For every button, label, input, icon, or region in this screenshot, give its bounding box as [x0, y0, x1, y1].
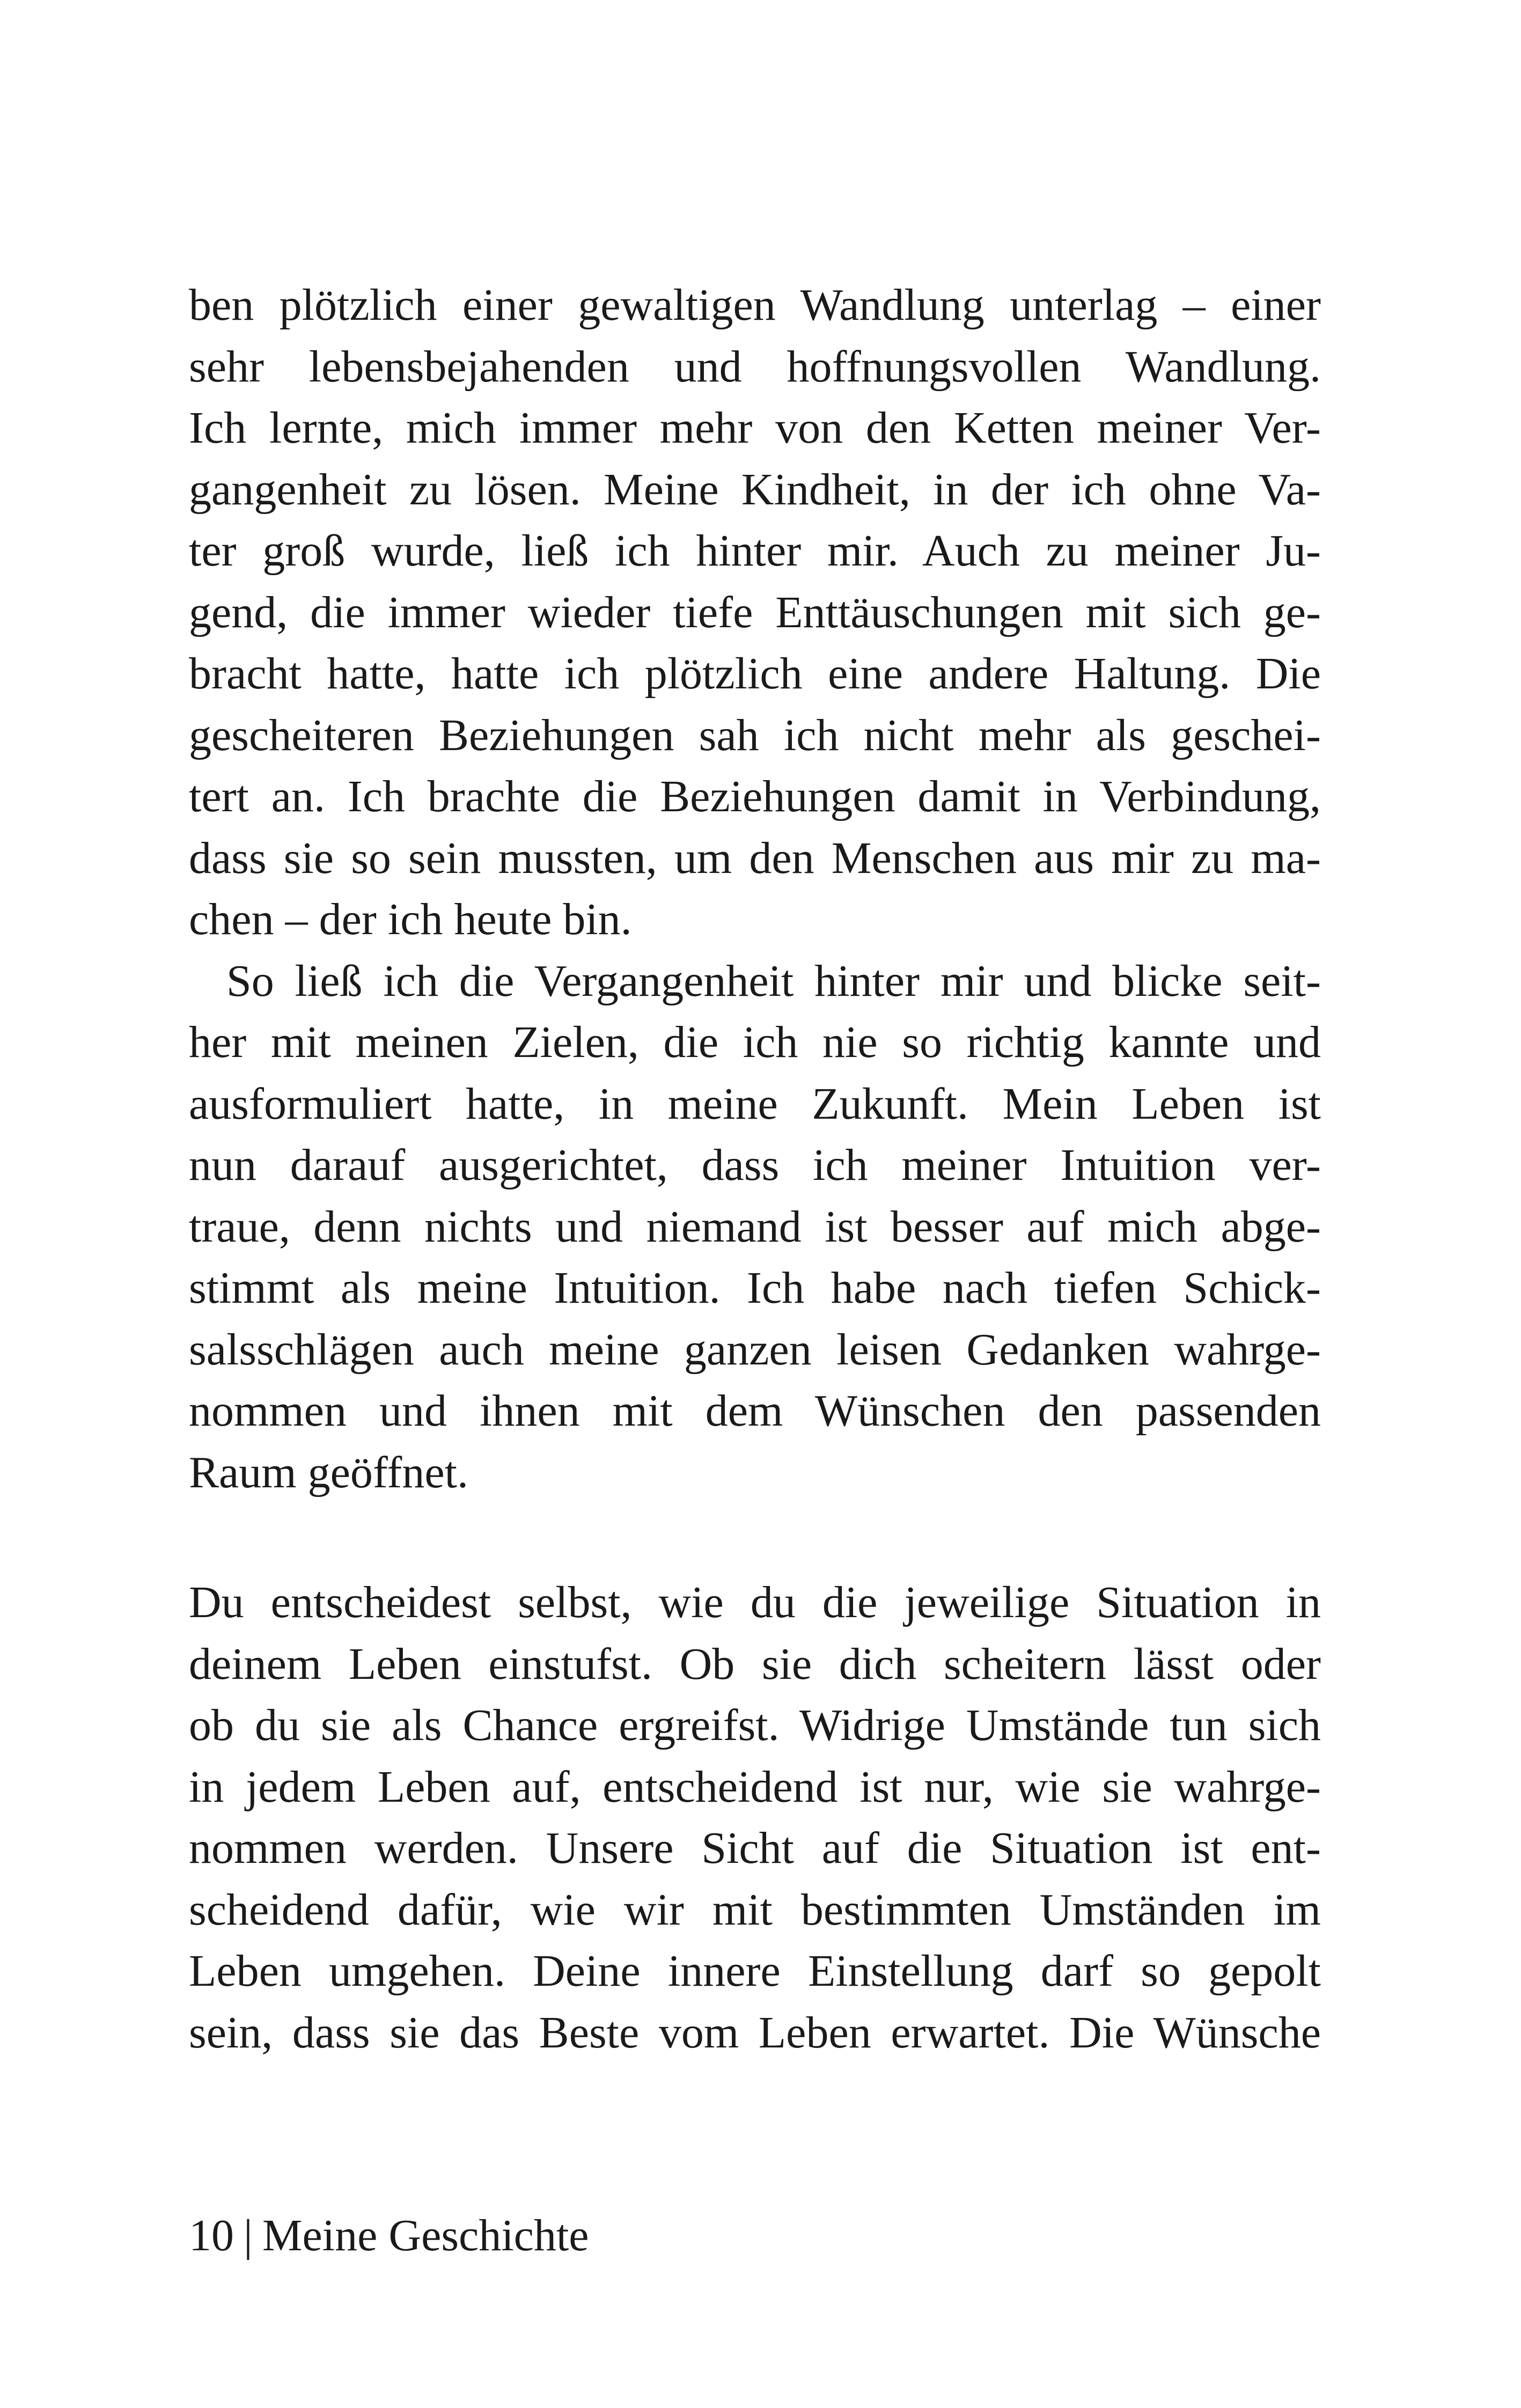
text-line: ter groß wurde, ließ ich hinter mir. Auch zu meiner Ju-: [189, 526, 1321, 576]
text-line: in jedem Leben auf, entscheidend ist nur, wie sie wahrge-: [189, 1761, 1321, 1812]
text-line: her mit meinen Zielen, die ich nie so richtig kannte und: [189, 1017, 1321, 1067]
text-line: chen – der ich heute bin.: [189, 894, 632, 944]
page-footer: [189, 2206, 589, 2265]
text-line: Leben umgehen. Deine innere Einstellung darf so gepolt: [189, 1946, 1321, 1996]
chapter-title: Meine Geschichte: [262, 2211, 589, 2260]
text-line: stimmt als meine Intuition. Ich habe nach tiefen Schick-: [189, 1263, 1321, 1313]
text-line: deinem Leben einstufst. Ob sie dich scheitern lässt oder: [189, 1639, 1321, 1689]
text-line: gescheiteren Beziehungen sah ich nicht mehr als geschei-: [189, 710, 1321, 760]
text-line: scheidend dafür, wie wir mit bestimmten Umständen im: [189, 1884, 1321, 1935]
text-line: nommen und ihnen mit dem Wünschen den passenden: [189, 1386, 1321, 1436]
page-number: 10: [189, 2211, 234, 2260]
text-line: tert an. Ich brachte die Beziehungen damit in Verbindung,: [189, 772, 1321, 821]
text-line: Raum geöffnet.: [189, 1447, 468, 1497]
text-line: Du entscheidest selbst, wie du die jeweilige Situation in: [189, 1577, 1321, 1627]
text-line: So ließ ich die Vergangenheit hinter mir und blicke seit-: [226, 956, 1321, 1006]
text-line: nommen werden. Unsere Sicht auf die Situation ist ent-: [189, 1823, 1321, 1873]
text-line: sehr lebensbejahenden und hoffnungsvollen Wandlung.: [189, 341, 1321, 392]
text-line: ausformuliert hatte, in meine Zukunft. Mein Leben ist: [189, 1078, 1321, 1129]
text-line: traue, denn nichts und niemand ist besser auf mich abge-: [189, 1201, 1321, 1252]
text-line: Ich lernte, mich immer mehr von den Ketten meiner Ver-: [189, 403, 1321, 453]
paragraph-3: [189, 1572, 1321, 2064]
text-line: dass sie so sein mussten, um den Menschen aus mir zu ma-: [189, 833, 1321, 883]
text-line: ben plötzlich einer gewaltigen Wandlung unterlag – einer: [189, 280, 1321, 330]
text-block-lower: [189, 1572, 1321, 2064]
text-line: gend, die immer wieder tiefe Enttäuschungen mit sich ge-: [189, 587, 1321, 637]
text-line: nun darauf ausgerichtet, dass ich meiner Intuition ver-: [189, 1140, 1321, 1190]
text-line: ob du sie als Chance ergreifst. Widrige Umstände tun sich: [189, 1700, 1321, 1750]
paragraph-2: [189, 951, 1321, 1504]
text-line: gangenheit zu lösen. Meine Kindheit, in der ich ohne Va-: [189, 464, 1321, 515]
text-line: salsschlägen auch meine ganzen leisen Gedanken wahrge-: [189, 1324, 1321, 1375]
footer-separator: |: [244, 2211, 253, 2260]
text-line: bracht hatte, hatte ich plötzlich eine andere Haltung. Die: [189, 649, 1321, 699]
text-block-upper: [189, 275, 1321, 1503]
paragraph-1: [189, 275, 1321, 951]
text-line: sein, dass sie das Beste vom Leben erwartet. Die Wünsche: [189, 2007, 1321, 2058]
